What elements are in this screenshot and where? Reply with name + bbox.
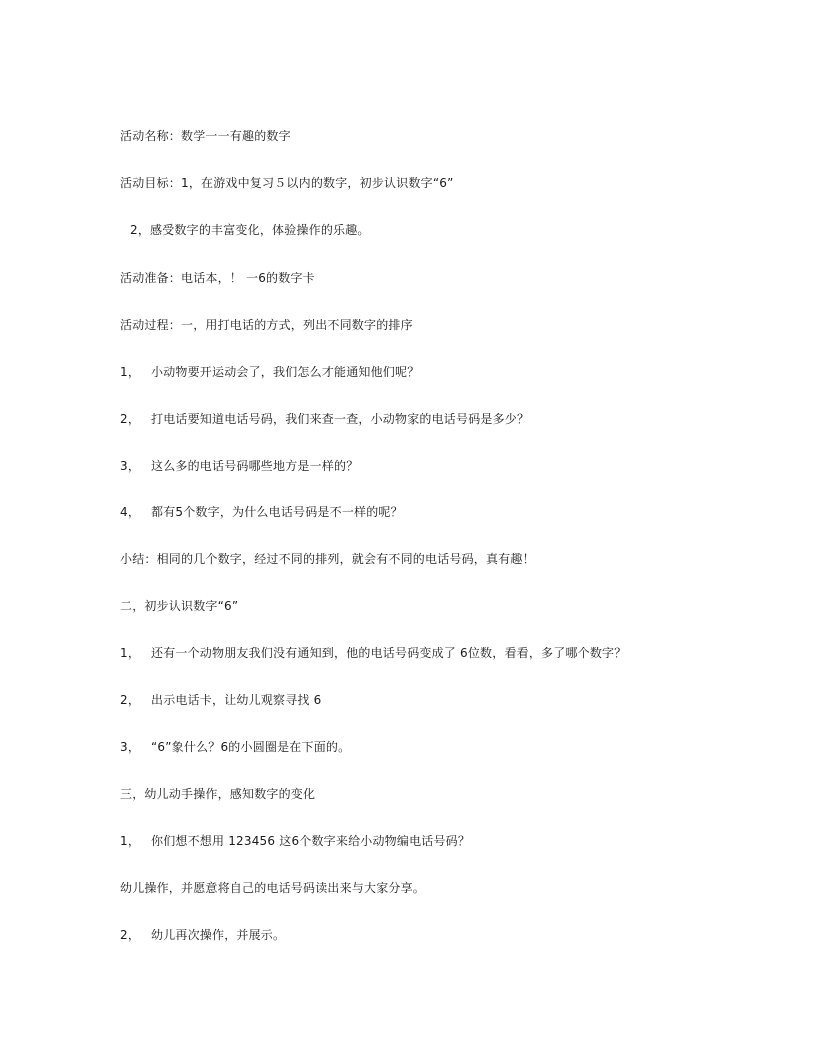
activity-name: 活动名称：数学一一有趣的数字 xyxy=(120,129,291,143)
list-item-text: 出示电话卡，让幼儿观察寻找 6 xyxy=(151,693,322,707)
list-item-number: 1， xyxy=(120,365,141,379)
section-three-title: 三，幼儿动手操作，感知数字的变化 xyxy=(120,787,316,801)
list-item xyxy=(120,927,285,943)
list-item-number: 2， xyxy=(120,693,141,707)
summary: 小结：相同的几个数字，经过不同的排列，就会有不同的电话号码，真有趣！ xyxy=(120,552,535,566)
list-item-number: 3， xyxy=(120,740,141,754)
activity-goal-2: 2，感受数字的丰富变化，体验操作的乐趣。 xyxy=(130,223,370,237)
section-two-title: 二，初步认识数字“6” xyxy=(120,599,239,613)
list-item-number: 3， xyxy=(120,459,141,473)
list-item-text: 打电话要知道电话号码，我们来查一查，小动物家的电话号码是多少？ xyxy=(151,412,530,426)
list-item xyxy=(120,692,321,708)
list-item-number: 2， xyxy=(120,412,141,426)
list-item-number: 2， xyxy=(120,928,141,942)
list-item xyxy=(120,645,626,661)
list-item-text: 幼儿再次操作，并展示。 xyxy=(151,928,286,942)
list-item xyxy=(120,364,419,380)
list-item-number: 1， xyxy=(120,834,141,848)
list-item xyxy=(120,833,470,849)
list-item xyxy=(120,504,403,520)
activity-process-title: 活动过程：一，用打电话的方式，列出不同数字的排序 xyxy=(120,318,413,332)
list-item xyxy=(120,411,529,427)
list-item-text: 都有5个数字，为什么电话号码是不一样的呢？ xyxy=(151,505,403,519)
child-operation: 幼儿操作，并愿意将自己的电话号码读出来与大家分享。 xyxy=(120,881,426,895)
list-item-text: 小动物要开运动会了，我们怎么才能通知他们呢？ xyxy=(151,365,420,379)
list-item xyxy=(120,739,350,755)
list-item-number: 4， xyxy=(120,505,141,519)
activity-goal-1: 活动目标：1，在游戏中复习５以内的数字，初步认识数字“6” xyxy=(120,176,454,190)
list-item-number: 1， xyxy=(120,646,141,660)
list-item-text: 还有一个动物朋友我们没有通知到，他的电话号码变成了 6位数，看看，多了哪个数字？ xyxy=(151,646,627,660)
list-item-text: 这么多的电话号码哪些地方是一样的？ xyxy=(151,459,359,473)
list-item-text: “6”象什么？6的小圆圈是在下面的。 xyxy=(151,740,351,754)
list-item xyxy=(120,458,358,474)
activity-preparation: 活动准备：电话本，！ 一6的数字卡 xyxy=(120,271,315,285)
list-item-text: 你们想不想用 123456 这6个数字来给小动物编电话号码？ xyxy=(151,834,471,848)
